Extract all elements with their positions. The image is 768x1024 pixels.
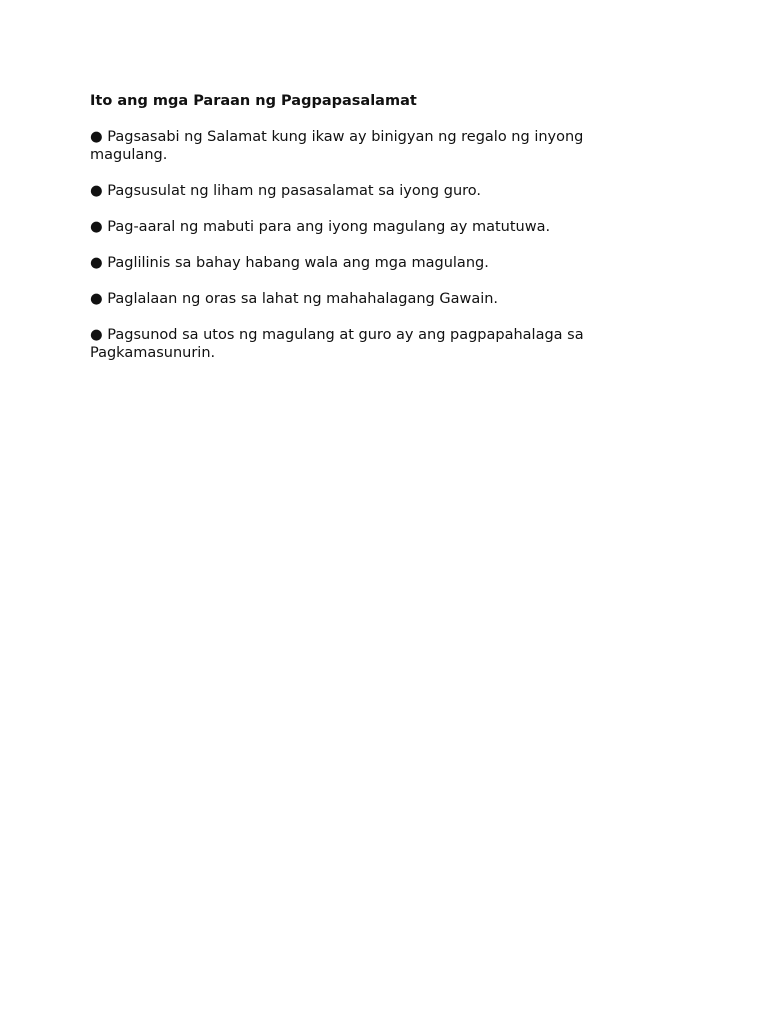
bullet-icon: ●	[90, 129, 103, 145]
list-item	[90, 326, 630, 362]
list-item	[90, 254, 630, 272]
bullet-icon: ●	[90, 183, 103, 199]
list-item	[90, 182, 630, 200]
list-item	[90, 128, 630, 164]
bullet-icon: ●	[90, 219, 103, 235]
list-item-text: Pagsasabi ng Salamat kung ikaw ay binigyan ng regalo ng inyong magulang.	[90, 129, 584, 163]
bullet-icon: ●	[90, 291, 103, 307]
list-item-text: Pag-aaral ng mabuti para ang iyong magulang ay matutuwa.	[107, 219, 551, 235]
bullet-icon: ●	[90, 327, 103, 343]
list-item-text: Paglilinis sa bahay habang wala ang mga magulang.	[107, 255, 489, 271]
bullet-icon: ●	[90, 255, 103, 271]
list-item-text: Paglalaan ng oras sa lahat ng mahahalagang Gawain.	[107, 291, 499, 307]
document-title: Ito ang mga Paraan ng Pagpapasalamat	[90, 93, 417, 109]
list-item-text: Pagsunod sa utos ng magulang at guro ay ang pagpapahalaga sa Pagkamasunurin.	[90, 327, 584, 361]
list-item-text: Pagsusulat ng liham ng pasasalamat sa iyong guro.	[107, 183, 482, 199]
list-item	[90, 290, 630, 308]
list-item	[90, 218, 630, 236]
document-page	[90, 92, 630, 380]
